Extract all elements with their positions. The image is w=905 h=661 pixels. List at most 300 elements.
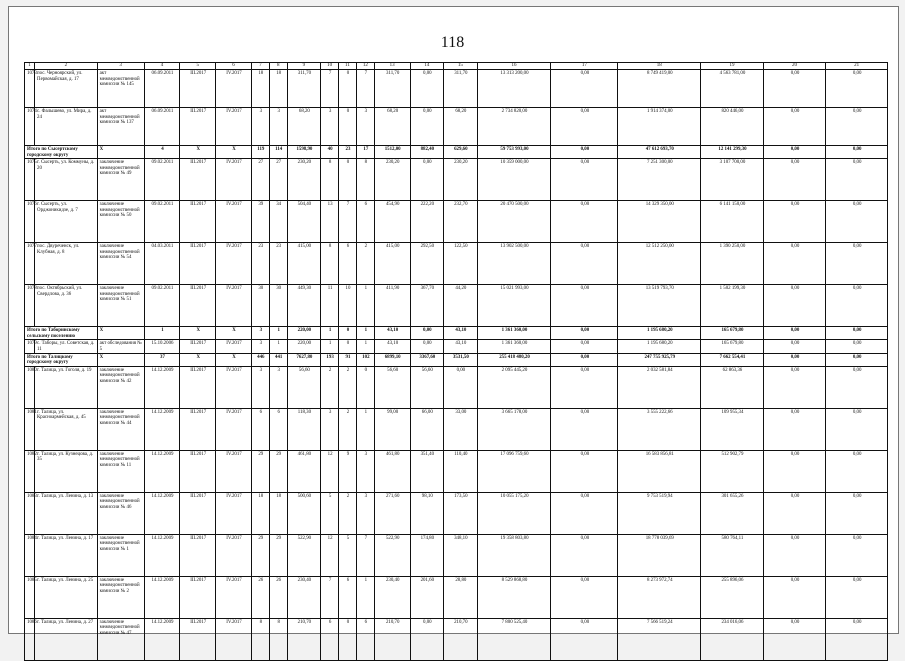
- table-cell: 230,40: [287, 576, 321, 618]
- table-cell: 210,70: [374, 618, 410, 660]
- subtotal-row: [25, 146, 888, 159]
- table-cell: 0,00: [551, 618, 618, 660]
- table-cell: 68,20: [374, 108, 410, 146]
- table-cell: заключение межведомственной комиссии № 47: [97, 618, 144, 660]
- table-cell: 18: [269, 492, 287, 534]
- column-number: 17: [551, 63, 618, 70]
- table-cell: 0,00: [826, 108, 888, 146]
- table-cell: 0,00: [551, 366, 618, 408]
- table-cell: III.2017: [180, 408, 216, 450]
- table-cell: III.2017: [180, 492, 216, 534]
- table-cell: 8: [251, 618, 269, 660]
- table-cell: III.2017: [180, 576, 216, 618]
- table-cell: 3 107 700,00: [701, 159, 764, 201]
- table-cell: III.2017: [180, 618, 216, 660]
- table-cell: Итого по Таборинскому сельскому поселению: [25, 327, 98, 340]
- table-cell: заключение межведомственной комиссии № 42: [97, 366, 144, 408]
- table-cell: 2 095 445,20: [477, 366, 551, 408]
- table-cell: 0,00: [444, 366, 478, 408]
- table-cell: 580 764,11: [701, 534, 764, 576]
- table-cell: пос. Черноярский, ул. Первомайская, д. 17: [35, 70, 98, 108]
- table-cell: 415,00: [287, 243, 321, 285]
- table-cell: 522,90: [374, 534, 410, 576]
- table-cell: 29: [251, 534, 269, 576]
- table-cell: III.2017: [180, 340, 216, 353]
- table-cell: IV.2017: [216, 70, 252, 108]
- table-cell: 18: [269, 70, 287, 108]
- column-number: 8: [269, 63, 287, 70]
- table-cell: X: [180, 146, 216, 159]
- table-cell: 0,00: [763, 159, 826, 201]
- table-cell: 230,20: [444, 159, 478, 201]
- table-cell: 271,60: [374, 492, 410, 534]
- table-row: [25, 366, 888, 408]
- table-row: [25, 159, 888, 201]
- table-cell: 18: [251, 492, 269, 534]
- table-cell: 0,00: [763, 534, 826, 576]
- table-cell: 0,00: [763, 108, 826, 146]
- table-cell: 311,70: [374, 70, 410, 108]
- table-cell: 0,00: [551, 108, 618, 146]
- table-cell: 0,00: [763, 340, 826, 353]
- table-cell: 1 195 680,20: [618, 327, 701, 340]
- table-cell: 7 662 554,41: [701, 353, 764, 366]
- table-cell: 2: [356, 243, 374, 285]
- table-cell: 0,00: [826, 353, 888, 366]
- table-cell: акт обследования № 5: [97, 340, 144, 353]
- table-cell: 7: [339, 201, 357, 243]
- table-cell: 43,10: [374, 340, 410, 353]
- table-cell: заключение межведомственной комиссии № 44: [97, 408, 144, 450]
- table-cell: X: [216, 146, 252, 159]
- table-cell: 0,00: [826, 159, 888, 201]
- table-cell: 23: [251, 243, 269, 285]
- table-cell: 3: [356, 450, 374, 492]
- table-cell: 3: [356, 108, 374, 146]
- table-cell: 1084: [25, 534, 35, 576]
- table-cell: 0,00: [551, 159, 618, 201]
- table-cell: 0,00: [551, 353, 618, 366]
- table-cell: 454,90: [374, 201, 410, 243]
- table-cell: 0,00: [763, 243, 826, 285]
- table-cell: 629,60: [444, 146, 478, 159]
- table-cell: 0,00: [826, 285, 888, 327]
- table-cell: 0,00: [410, 159, 444, 201]
- table-cell: 6: [339, 576, 357, 618]
- table-cell: 14.12.2009: [144, 576, 180, 618]
- table-cell: 06.09.2011: [144, 108, 180, 146]
- table-cell: 1: [269, 327, 287, 340]
- column-number: 9: [287, 63, 321, 70]
- table-cell: III.2017: [180, 534, 216, 576]
- table-cell: 0: [339, 108, 357, 146]
- table-cell: 348,10: [444, 534, 478, 576]
- table-cell: 0,00: [826, 340, 888, 353]
- table-cell: 1081: [25, 408, 35, 450]
- table-cell: IV.2017: [216, 576, 252, 618]
- table-cell: 10 055 175,20: [477, 492, 551, 534]
- table-cell: 0,00: [763, 353, 826, 366]
- table-cell: 222,20: [410, 201, 444, 243]
- table-cell: 0,00: [551, 534, 618, 576]
- table-cell: Итого по Сысертскому городскому округу: [25, 146, 98, 159]
- table-row: [25, 576, 888, 618]
- table-cell: 255 418 480,20: [477, 353, 551, 366]
- table-cell: 1: [321, 340, 339, 353]
- table-cell: 1077: [25, 243, 35, 285]
- table-cell: 13 313 200,00: [477, 70, 551, 108]
- table-cell: 12: [321, 534, 339, 576]
- table-cell: 3: [321, 408, 339, 450]
- table-cell: 3: [251, 366, 269, 408]
- table-cell: акт межведомственной комиссии № 137: [97, 108, 144, 146]
- table-cell: 0,00: [551, 408, 618, 450]
- table-cell: 0,00: [763, 618, 826, 660]
- table-cell: 411,90: [374, 285, 410, 327]
- column-number: 2: [35, 63, 98, 70]
- table-cell: 12 141 299,30: [701, 146, 764, 159]
- table-cell: 301 655,26: [701, 492, 764, 534]
- table-cell: 1: [356, 327, 374, 340]
- table-cell: 29: [269, 534, 287, 576]
- table-cell: 56,60: [287, 366, 321, 408]
- table-cell: 1598,90: [287, 146, 321, 159]
- table-cell: 2: [339, 492, 357, 534]
- column-number: 19: [701, 63, 764, 70]
- table-cell: 1083: [25, 492, 35, 534]
- table-cell: 2: [339, 366, 357, 408]
- table-cell: 1075: [25, 159, 35, 201]
- table-row: [25, 450, 888, 492]
- table-cell: IV.2017: [216, 450, 252, 492]
- table-cell: 0,00: [826, 408, 888, 450]
- table-cell: 0: [339, 70, 357, 108]
- table-cell: IV.2017: [216, 340, 252, 353]
- table-cell: 165 679,80: [701, 327, 764, 340]
- table-cell: 18 778 039,69: [618, 534, 701, 576]
- table-row: [25, 618, 888, 660]
- table-cell: 8: [356, 159, 374, 201]
- table-cell: 1073: [25, 70, 35, 108]
- table-cell: 4 563 781,00: [701, 70, 764, 108]
- table-cell: заключение межведомственной комиссии № 49: [97, 159, 144, 201]
- table-cell: 13 902 500,00: [477, 243, 551, 285]
- table-cell: 173,50: [444, 492, 478, 534]
- table-cell: 56,60: [410, 366, 444, 408]
- table-cell: 820 446,00: [701, 108, 764, 146]
- table-cell: 0,00: [410, 108, 444, 146]
- table-row: [25, 70, 888, 108]
- table-cell: IV.2017: [216, 285, 252, 327]
- table-cell: с. Таборы, ул. Советская, д. 11: [35, 340, 98, 353]
- table-cell: 3: [356, 492, 374, 534]
- table-cell: 0,00: [551, 70, 618, 108]
- table-cell: 122,50: [444, 243, 478, 285]
- column-number: 3: [97, 63, 144, 70]
- table-cell: 0,00: [763, 450, 826, 492]
- table-cell: 14.12.2009: [144, 618, 180, 660]
- table-cell: 220,00: [287, 327, 321, 340]
- table-cell: X: [97, 327, 144, 340]
- column-number: 10: [321, 63, 339, 70]
- table-cell: 1: [269, 340, 287, 353]
- table-cell: 1076: [25, 201, 35, 243]
- column-number: 1: [25, 63, 35, 70]
- table-cell: 1080: [25, 366, 35, 408]
- table-cell: 0,00: [410, 618, 444, 660]
- table-cell: 26: [269, 576, 287, 618]
- column-number: 16: [477, 63, 551, 70]
- table-cell: с. Фалышево, ул. Мира, д. 24: [35, 108, 98, 146]
- table-cell: 14.12.2009: [144, 450, 180, 492]
- table-cell: 0,00: [826, 618, 888, 660]
- table-cell: 0,00: [826, 243, 888, 285]
- table-cell: 0,00: [763, 285, 826, 327]
- table-cell: 29: [251, 450, 269, 492]
- table-cell: X: [180, 327, 216, 340]
- table-cell: 0,00: [763, 70, 826, 108]
- table-cell: 26: [251, 576, 269, 618]
- table-cell: 3: [251, 327, 269, 340]
- page-number: 118: [440, 34, 465, 51]
- column-number: 12: [356, 63, 374, 70]
- table-cell: 0,00: [826, 327, 888, 340]
- table-cell: 0: [339, 618, 357, 660]
- table-cell: X: [216, 327, 252, 340]
- table-cell: 43,10: [444, 327, 478, 340]
- table-cell: пос. Октябрьский, ул. Свердлова, д. 36: [35, 285, 98, 327]
- column-number: 5: [180, 63, 216, 70]
- table-cell: 0,00: [763, 327, 826, 340]
- table-cell: 230,40: [374, 576, 410, 618]
- table-cell: IV.2017: [216, 159, 252, 201]
- table-cell: IV.2017: [216, 534, 252, 576]
- table-cell: IV.2017: [216, 492, 252, 534]
- table-cell: 12 512 250,00: [618, 243, 701, 285]
- table-cell: 0,00: [826, 534, 888, 576]
- table-cell: 512 902,79: [701, 450, 764, 492]
- table-cell: 1074: [25, 108, 35, 146]
- table-row: [25, 108, 888, 146]
- table-cell: 30: [269, 285, 287, 327]
- table-cell: 15 021 993,00: [477, 285, 551, 327]
- table-cell: 522,90: [287, 534, 321, 576]
- table-cell: 10: [339, 285, 357, 327]
- table-cell: 39: [251, 201, 269, 243]
- table-cell: 3367,60: [410, 353, 444, 366]
- table-cell: X: [97, 353, 144, 366]
- table-cell: 0,00: [551, 243, 618, 285]
- column-number: 6: [216, 63, 252, 70]
- table-cell: акт межведомственной комиссии № 145: [97, 70, 144, 108]
- table-cell: 1: [321, 327, 339, 340]
- table-cell: 165 679,80: [701, 340, 764, 353]
- table-cell: 174,80: [410, 534, 444, 576]
- table-cell: 17 096 759,60: [477, 450, 551, 492]
- table-cell: X: [97, 146, 144, 159]
- table-cell: 1 502 199,30: [701, 285, 764, 327]
- table-cell: 8 529 868,80: [477, 576, 551, 618]
- table-cell: III.2017: [180, 366, 216, 408]
- table-cell: заключение межведомственной комиссии № 1: [97, 534, 144, 576]
- table-cell: 0,00: [826, 450, 888, 492]
- table-cell: 68,20: [287, 108, 321, 146]
- table-cell: 7 800 525,40: [477, 618, 551, 660]
- table-cell: 33,00: [444, 408, 478, 450]
- column-number: 20: [763, 63, 826, 70]
- table-cell: 8 273 972,74: [618, 576, 701, 618]
- table-cell: 0,00: [763, 492, 826, 534]
- table-cell: X: [180, 353, 216, 366]
- table-cell: 114: [269, 146, 287, 159]
- table-cell: 0,00: [551, 492, 618, 534]
- table-cell: 1: [356, 408, 374, 450]
- table-cell: 441: [269, 353, 287, 366]
- table-cell: 449,30: [287, 285, 321, 327]
- table-cell: 8: [321, 243, 339, 285]
- table-cell: 6: [356, 201, 374, 243]
- table-cell: 3: [251, 108, 269, 146]
- data-table: [24, 62, 888, 661]
- table-cell: 1085: [25, 576, 35, 618]
- table-cell: 1: [356, 285, 374, 327]
- table-cell: 1: [356, 576, 374, 618]
- table-cell: IV.2017: [216, 243, 252, 285]
- table-cell: 1078: [25, 285, 35, 327]
- table-cell: 0,00: [763, 146, 826, 159]
- table-cell: 7 566 519,24: [618, 618, 701, 660]
- table-cell: IV.2017: [216, 366, 252, 408]
- table-cell: 351,40: [410, 450, 444, 492]
- table-cell: 2: [339, 408, 357, 450]
- table-cell: 6899,10: [374, 353, 410, 366]
- table-cell: заключение межведомственной комиссии № 2: [97, 576, 144, 618]
- table-cell: 109 955,34: [701, 408, 764, 450]
- column-number: 7: [251, 63, 269, 70]
- table-cell: 3 665 178,00: [477, 408, 551, 450]
- table-row: [25, 201, 888, 243]
- table-cell: 1 195 680,20: [618, 340, 701, 353]
- table-cell: III.2017: [180, 243, 216, 285]
- table-cell: 0,00: [826, 201, 888, 243]
- table-cell: 0,00: [763, 366, 826, 408]
- table-cell: 3 555 222,66: [618, 408, 701, 450]
- table-cell: 0,00: [826, 366, 888, 408]
- column-number: 4: [144, 63, 180, 70]
- table-cell: 102: [356, 353, 374, 366]
- table-cell: 34: [269, 201, 287, 243]
- table-row: [25, 408, 888, 450]
- table-cell: 230,20: [374, 159, 410, 201]
- table-cell: 6: [269, 408, 287, 450]
- table-cell: 3: [251, 340, 269, 353]
- table-cell: III.2017: [180, 285, 216, 327]
- table-cell: 91: [339, 353, 357, 366]
- table-cell: III.2017: [180, 201, 216, 243]
- table-cell: г. Талица, ул. Ленина, д. 25: [35, 576, 98, 618]
- column-number: 18: [618, 63, 701, 70]
- table-cell: 0,00: [551, 576, 618, 618]
- table-cell: 0,00: [551, 201, 618, 243]
- table-cell: 19 358 803,80: [477, 534, 551, 576]
- table-cell: 3: [269, 108, 287, 146]
- table-cell: 12: [321, 450, 339, 492]
- table-cell: 47 612 693,70: [618, 146, 701, 159]
- table-cell: 0,00: [410, 327, 444, 340]
- table-row: [25, 243, 888, 285]
- table-cell: заключение межведомственной комиссии № 11: [97, 450, 144, 492]
- table-cell: 0,00: [551, 327, 618, 340]
- table-cell: 7 251 300,00: [618, 159, 701, 201]
- table-cell: 9 753 519,94: [618, 492, 701, 534]
- table-cell: 27: [269, 159, 287, 201]
- table-row: [25, 534, 888, 576]
- table-cell: 11: [321, 285, 339, 327]
- table-cell: 14.12.2009: [144, 492, 180, 534]
- table-cell: 0,00: [763, 201, 826, 243]
- table-cell: 14 329 350,00: [618, 201, 701, 243]
- table-cell: г. Талица, ул. Ленина, д. 27: [35, 618, 98, 660]
- table-cell: 20 470 500,00: [477, 201, 551, 243]
- table-cell: 0,00: [551, 285, 618, 327]
- table-cell: 110,40: [444, 450, 478, 492]
- table-cell: 232,70: [444, 201, 478, 243]
- column-number: 15: [444, 63, 478, 70]
- table-cell: 09.02.2011: [144, 285, 180, 327]
- table-cell: Итого по Талицкому городскому округу: [25, 353, 98, 366]
- table-cell: 7: [321, 70, 339, 108]
- column-number-row: [25, 63, 888, 70]
- table-row: [25, 285, 888, 327]
- table-cell: 16 583 856,81: [618, 450, 701, 492]
- table-cell: 6 141 150,00: [701, 201, 764, 243]
- table-cell: 193: [321, 353, 339, 366]
- subtotal-row: [25, 327, 888, 340]
- table-cell: г. Талица, ул. Красноармейская, д. 45: [35, 408, 98, 450]
- table-cell: 62 863,36: [701, 366, 764, 408]
- table-cell: 1079: [25, 340, 35, 353]
- table-cell: 14.12.2009: [144, 366, 180, 408]
- table-cell: 6: [321, 618, 339, 660]
- table-cell: 99,00: [374, 408, 410, 450]
- table-cell: 8: [321, 159, 339, 201]
- table-cell: 13: [321, 201, 339, 243]
- table-cell: 0: [339, 340, 357, 353]
- table-cell: 9: [339, 450, 357, 492]
- table-cell: 119: [251, 146, 269, 159]
- table-cell: 7: [356, 70, 374, 108]
- table-cell: 04.03.2011: [144, 243, 180, 285]
- subtotal-row: [25, 353, 888, 366]
- table-cell: 0,00: [826, 576, 888, 618]
- table-cell: 56,60: [374, 366, 410, 408]
- table-cell: IV.2017: [216, 201, 252, 243]
- table-cell: 882,40: [410, 146, 444, 159]
- table-cell: 0,00: [551, 450, 618, 492]
- table-cell: 415,00: [374, 243, 410, 285]
- table-cell: г. Сысерть, ул. Коммуны, д. 20: [35, 159, 98, 201]
- table-cell: 0,00: [763, 576, 826, 618]
- table-cell: 118,30: [287, 408, 321, 450]
- table-cell: 8: [269, 618, 287, 660]
- table-cell: 6: [339, 243, 357, 285]
- table-cell: 28,80: [444, 576, 478, 618]
- table-cell: 09.02.2011: [144, 159, 180, 201]
- table-cell: 1512,00: [374, 146, 410, 159]
- table-cell: 2 734 820,00: [477, 108, 551, 146]
- table-cell: 0,00: [551, 146, 618, 159]
- table-cell: 6: [251, 408, 269, 450]
